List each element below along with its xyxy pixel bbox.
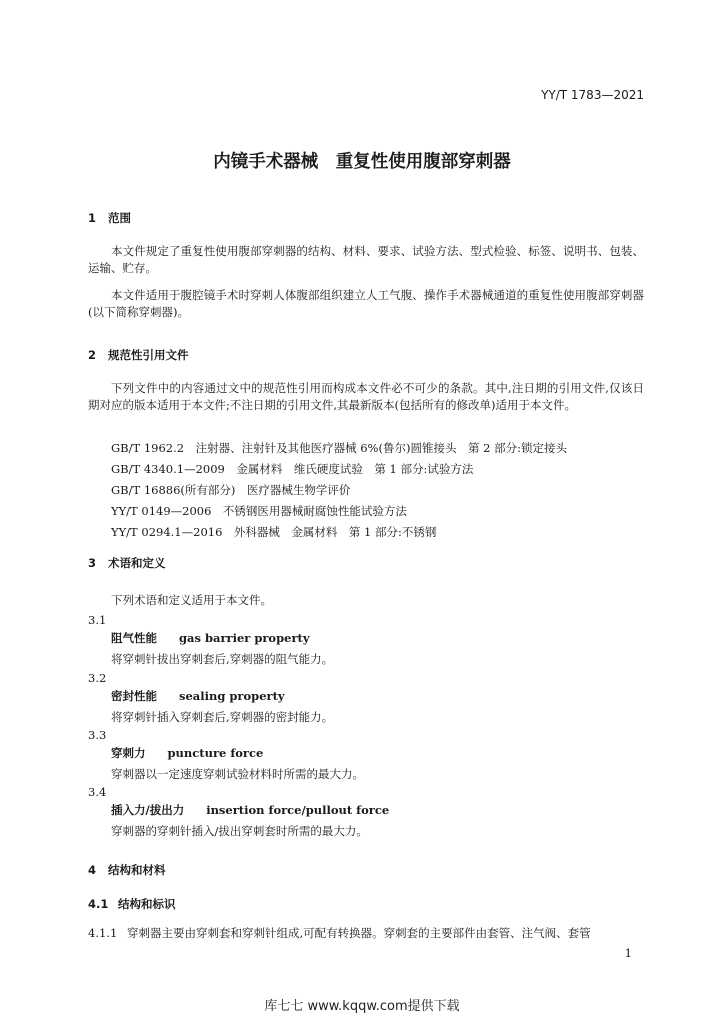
term-number: 3.1 [88,613,107,627]
term-heading [111,802,389,818]
normative-reference: YY/T 0294.1—2016 外科器械 金属材料 第 1 部分:不锈钢 [111,525,437,539]
term-number: 3.2 [88,671,107,685]
standard-code: YY/T 1783—2021 [541,88,644,102]
section-1-paragraph-2: 本文件适用于腹腔镜手术时穿刺人体腹部组织建立人工气腹、操作手术器械通道的重复性使用腹部穿刺器(以下简称穿刺器)。 [88,288,644,319]
term-definition: 穿刺器以一定速度穿刺试验材料时所需的最大力。 [111,767,364,781]
term-zh: 插入力/拔出力 [111,803,185,817]
section-title: 范围 [108,211,131,225]
section-2-paragraph: 下列文件中的内容通过文中的规范性引用而构成本文件必不可少的条款。其中,注日期的引用文件,仅该日期对应的版本适用于本文件;不注日期的引用文件,其最新版本(包括所有的修改单)适用于本文件。 [88,381,644,412]
section-1-paragraph-1: 本文件规定了重复性使用腹部穿刺器的结构、材料、要求、试验方法、型式检验、标签、说明书、包装、运输、贮存。 [88,244,644,275]
term-en: insertion force/pullout force [206,803,390,817]
term-definition: 将穿刺针插入穿刺套后,穿刺器的密封能力。 [111,710,334,724]
download-footer: 库七七 www.kqqw.com提供下载 [264,999,460,1014]
term-number: 3.4 [88,785,107,799]
section-4-heading [88,862,166,878]
term-number: 3.3 [88,728,107,742]
page-number: 1 [624,946,632,960]
term-en: sealing property [179,689,285,703]
section-number: 4 [88,863,97,877]
section-title: 术语和定义 [108,556,166,570]
subsection-title: 结构和标识 [118,897,176,911]
clause-text: 穿刺器主要由穿刺套和穿刺针组成,可配有转换器。穿刺套的主要部件由套管、注气阀、套管 [127,926,591,940]
section-number: 2 [88,348,97,362]
term-en: puncture force [167,746,264,760]
section-number: 3 [88,556,97,570]
term-zh: 穿刺力 [111,746,146,760]
section-number: 1 [88,211,97,225]
term-heading [111,745,263,761]
section-title: 结构和材料 [108,863,166,877]
subsection-number: 4.1 [88,897,109,911]
term-definition: 将穿刺针拔出穿刺套后,穿刺器的阻气能力。 [111,652,334,666]
document-title: 内镜手术器械 重复性使用腹部穿刺器 [213,152,511,172]
term-en: gas barrier property [179,631,310,645]
clause-number: 4.1.1 [88,926,118,940]
clause-4-1-1 [88,925,591,941]
section-3-intro: 下列术语和定义适用于本文件。 [111,593,272,607]
section-1-heading [88,210,131,226]
normative-reference: GB/T 16886(所有部分) 医疗器械生物学评价 [111,483,351,497]
normative-reference: YY/T 0149—2006 不锈钢医用器械耐腐蚀性能试验方法 [111,504,407,518]
normative-reference: GB/T 4340.1—2009 金属材料 维氏硬度试验 第 1 部分:试验方法 [111,462,474,476]
normative-reference: GB/T 1962.2 注射器、注射针及其他医疗器械 6%(鲁尔)圆锥接头 第 2 部分:锁定接头 [111,441,567,455]
section-title: 规范性引用文件 [108,348,189,362]
subsection-4-1-heading [88,896,176,912]
term-definition: 穿刺器的穿刺针插入/拔出穿刺套时所需的最大力。 [111,824,368,838]
section-2-heading [88,347,189,363]
term-heading [111,630,310,646]
term-zh: 阻气性能 [111,631,157,645]
term-zh: 密封性能 [111,689,157,703]
section-3-heading [88,555,166,571]
term-heading [111,688,285,704]
